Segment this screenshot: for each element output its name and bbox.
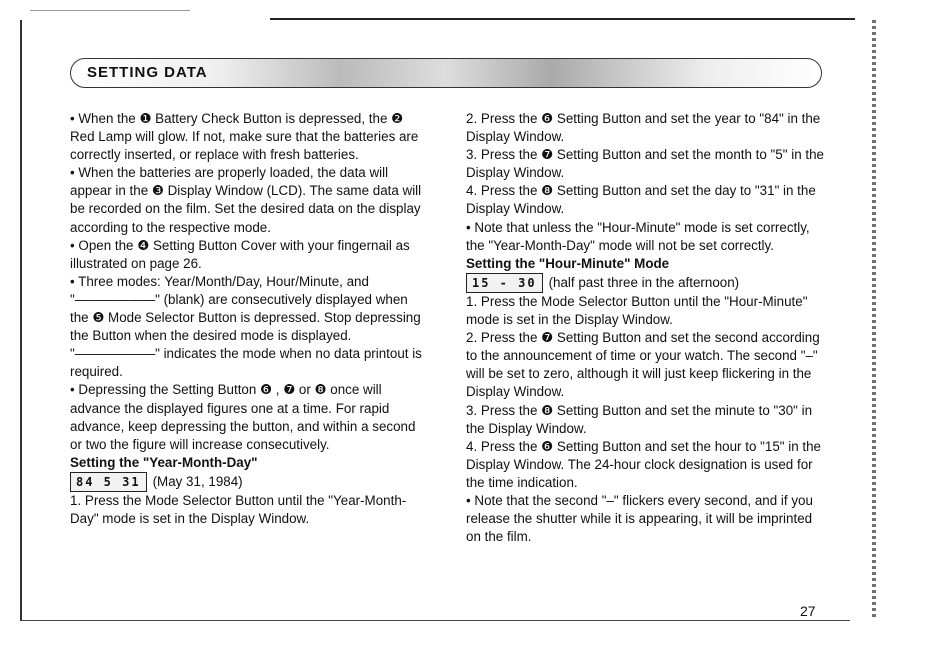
bottom-rule bbox=[20, 620, 850, 621]
paragraph: • When the ❶ Battery Check Button is depressed, the ❷ Red Lamp will glow. If not, make sure that the batteries are correctly inserted, or replace with fresh batteries. bbox=[70, 111, 419, 163]
right-column bbox=[466, 110, 828, 546]
paragraph: 2. Press the ❻ Setting Button and set the year to "84" in the Display Window. bbox=[466, 111, 821, 145]
page-number: 27 bbox=[800, 603, 816, 619]
subheading: Setting the "Year-Month-Day" bbox=[70, 454, 258, 470]
paragraph: 1. Press the Mode Selector Button until the "Hour-Minute" mode is set in the Display Window. bbox=[466, 293, 808, 328]
left-rule bbox=[20, 20, 22, 620]
page-edge-shadow bbox=[872, 20, 876, 620]
paragraph: 3. Press the ❽ Setting Button and set the minute to "30" in the Display Window. bbox=[466, 402, 813, 436]
paragraph: • When the batteries are properly loaded, the data will appear in the ❸ Display Window (LCD). The same data will be recorded on the film. Set the desired data on the display according to the respective mode. bbox=[70, 165, 422, 235]
lcd-example bbox=[70, 472, 430, 492]
paragraph: 2. Press the ❼ Setting Button and set the second according to the announcement of time or your watch. The second "–" will be set to zero, although it will just keep flickering in the Display Window. bbox=[466, 330, 820, 400]
lcd-caption: (May 31, 1984) bbox=[152, 473, 243, 489]
paragraph: 4. Press the ❻ Setting Button and set the hour to "15" in the Display Window. The 24-hour clock designation is used for the time indication. bbox=[466, 438, 822, 490]
paragraph: • Open the ❹ Setting Button Cover with your fingernail as illustrated on page 26. bbox=[70, 237, 410, 271]
top-rule bbox=[270, 18, 855, 20]
top-left-rule bbox=[30, 10, 190, 11]
lcd-caption: (half past three in the afternoon) bbox=[548, 274, 740, 290]
section-title: SETTING DATA bbox=[87, 64, 208, 81]
paragraph: 1. Press the Mode Selector Button until the "Year-Month-Day" mode is set in the Display Window. bbox=[70, 492, 407, 527]
paragraph: • Note that unless the "Hour-Minute" mode is set correctly, the "Year-Month-Day" mode will not be set correctly. bbox=[466, 219, 810, 253]
paragraph: • Three modes: Year/Month/Day, Hour/Minute, and "——————" (blank) are consecutively displayed when the ❺ Mode Selector Button is depressed. Stop depressing the Button when the desired mode is displayed. "——————" indicates the mode when no data printout is required. bbox=[70, 273, 422, 380]
lcd-example bbox=[466, 273, 828, 293]
lcd-display: 84 5 31 bbox=[70, 472, 147, 492]
paragraph: 4. Press the ❽ Setting Button and set the day to "31" in the Display Window. bbox=[466, 183, 816, 217]
paragraph: • Note that the second "–" flickers every second, and if you release the shutter while it is appearing, it will be imprinted on the film. bbox=[466, 492, 813, 545]
lcd-display: 15 - 30 bbox=[466, 273, 543, 293]
subheading: Setting the "Hour-Minute" Mode bbox=[466, 255, 670, 271]
section-header-bar bbox=[70, 58, 822, 88]
paragraph: 3. Press the ❼ Setting Button and set the month to "5" in the Display Window. bbox=[466, 147, 824, 181]
paragraph: • Depressing the Setting Button ❻ , ❼ or ❽ once will advance the displayed figures one at a time. For rapid advance, keep depressing the button, and within a second or two the figure will increase consecutively. bbox=[70, 382, 416, 452]
left-column bbox=[70, 110, 430, 528]
